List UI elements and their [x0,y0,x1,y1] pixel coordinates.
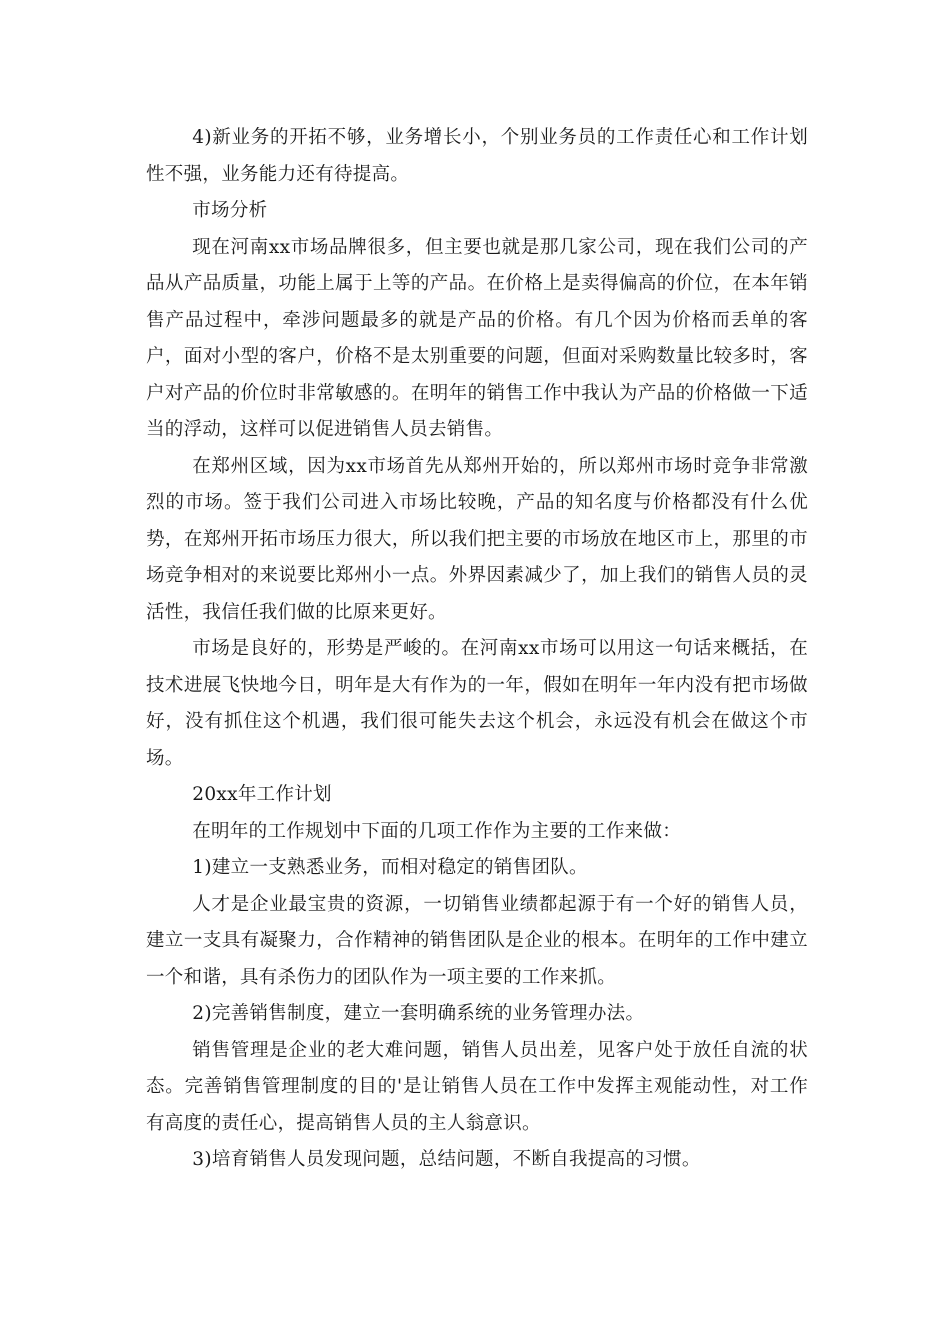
paragraph-plan-intro: 在明年的工作规划中下面的几项工作作为主要的工作来做： [192,820,682,842]
paragraph-market-outlook: 市场是良好的，形势是严峻的。在河南xx市场可以用这一句话来概括，在技术进展飞快地今日，明年是大有作为的一年，假如在明年一年内没有把市场做好，没有抓住这个机遇，我们很可能失去这个机会，永远没有机会在做这个市场。 [146,638,808,769]
paragraph-market-brands: 现在河南xx市场品牌很多，但主要也就是那几家公司，现在我们公司的产品从产品质量，功能上属于上等的产品。在价格上是卖得偏高的价位，在本年销售产品过程中，牵涉问题最多的就是产品的价格。有几个因为价格而丢单的客户，面对小型的客户，价格不是太别重要的问题，但面对采购数量比较多时，客户对产品的价位时非常敏感的。在明年的销售工作中我认为产品的价格做一下适当的浮动，这样可以促进销售人员去销售。 [146,236,808,440]
paragraph-team-building: 人才是企业最宝贵的资源，一切销售业绩都起源于有一个好的销售人员，建立一支具有凝聚力，合作精神的销售团队是企业的根本。在明年的工作中建立一个和谐，具有杀伤力的团队作为一项主要的工作来抓。 [146,893,808,988]
section-heading-market-analysis: 市场分析 [192,200,268,221]
plan-item-3: 3)培育销售人员发现问题，总结问题，不断自我提高的习惯。 [192,1149,701,1170]
plan-item-1: 1)建立一支熟悉业务，而相对稳定的销售团队。 [192,857,588,878]
paragraph-weakness-4: 4)新业务的开拓不够，业务增长小，个别业务员的工作责任心和工作计划性不强，业务能力还有待提高。 [146,127,808,185]
plan-item-2: 2)完善销售制度，建立一套明确系统的业务管理办法。 [192,1003,645,1024]
paragraph-zhengzhou-region: 在郑州区域，因为xx市场首先从郑州开始的，所以郑州市场时竞争非常激烈的市场。签于我们公司进入市场比较晚，产品的知名度与价格都没有什么优势，在郑州开拓市场压力很大，所以我们把主要的市场放在地区市上，那里的市场竞争相对的来说要比郑州小一点。外界因素减少了，加上我们的销售人员的灵活性，我信任我们做的比原来更好。 [146,455,808,623]
paragraph-sales-management: 销售管理是企业的老大难问题，销售人员出差，见客户处于放任自流的状态。完善销售管理制度的目的'是让销售人员在工作中发挥主观能动性，对工作有高度的责任心，提高销售人员的主人翁意识。 [146,1039,808,1134]
document-body [146,120,808,1179]
section-heading-work-plan: 20xx年工作计划 [192,784,332,805]
